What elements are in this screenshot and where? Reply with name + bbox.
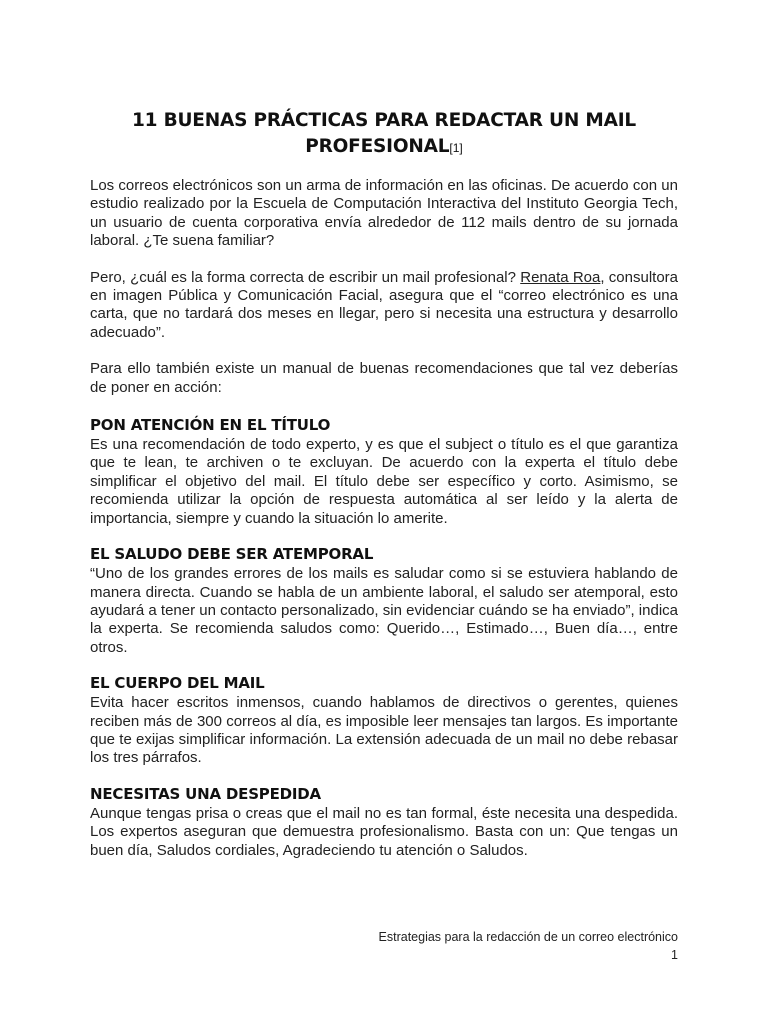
section-cuerpo — [90, 673, 678, 768]
page-number: 1 — [671, 948, 678, 962]
section-text: “Uno de los grandes errores de los mails es saludar como si se estuviera hablando de manera directa. Cuando se habla de un ambiente laboral, el saludo ser atemporal, esto ayudará a tener un contacto personalizado, sin evidenciar cuándo se ha enviado”, indica la experta. Se recomienda saludos como: Querido…, Estimado…, Buen día…, entre otros. — [90, 565, 678, 656]
document-title — [90, 108, 678, 161]
section-saludo — [90, 544, 678, 657]
section-titulo — [90, 415, 678, 528]
intro-paragraph: Los correos electrónicos son un arma de información en las oficinas. De acuerdo con un estudio realizado por la Escuela de Computación Interactiva del Instituto Georgia Tech, un usuario de cuenta corporativa envía alrededor de 112 mails dentro de su jornada laboral. ¿Te suena familiar? — [90, 177, 678, 250]
section-text: Aunque tengas prisa o creas que el mail no es tan formal, éste necesita una despedida. Los expertos aseguran que demuestra profesionalismo. Basta con un: Que tengas un buen día, Saludos cordiales, Agradeciendo tu atención o Saludos. — [90, 804, 678, 859]
second-paragraph-text-start: Pero, ¿cuál es la forma correcta de escribir un mail profesional? — [90, 268, 521, 286]
section-heading: EL SALUDO DEBE SER ATEMPORAL — [90, 545, 374, 564]
section-text: Es una recomendación de todo experto, y es que el subject o título es el que garantiza que te lean, te archiven o te excluyan. De acuerdo con la experta el título debe simplificar el objetivo del mail. El título debe ser específico y corto. Asimismo, se recomienda utilizar la opción de respuesta automática al ser leído y la alerta de importancia, siempre y cuando la situación lo amerite. — [90, 436, 678, 527]
footer-text: Estrategias para la redacción de un correo electrónico — [378, 930, 678, 944]
title-line-1: 11 BUENAS PRÁCTICAS PARA REDACTAR UN MAIL — [131, 110, 637, 131]
title-line-2: PROFESIONAL — [305, 136, 450, 157]
page-footer — [379, 928, 678, 964]
second-paragraph — [90, 269, 678, 343]
third-paragraph: Para ello también existe un manual de buenas recomendaciones que tal vez deberías de poner en acción: — [90, 360, 678, 396]
title-footnote-ref[interactable]: [1] — [449, 141, 463, 155]
section-despedida — [90, 784, 678, 860]
section-heading: NECESITAS UNA DESPEDIDA — [90, 784, 321, 803]
section-text: Evita hacer escritos inmensos, cuando hablamos de directivos o gerentes, quienes reciben más de 300 correos al día, es imposible leer mensajes tan largos. Es importante que te exijas simplificar información. La extensión adecuada de un mail no debe rebasar los tres párrafos. — [90, 694, 678, 767]
renata-roa-link[interactable]: Renata Roa — [520, 268, 601, 286]
section-heading: EL CUERPO DEL MAIL — [90, 674, 265, 693]
section-heading: PON ATENCIÓN EN EL TÍTULO — [90, 416, 331, 435]
document-body — [90, 177, 678, 876]
second-paragraph-text-end: , consultora en imagen Pública y Comunicación Facial, asegura que el “correo electrónico es una carta, que no tardará dos meses en llegar, pero si necesita una estructura y desarrollo adecuado”. — [90, 268, 678, 341]
